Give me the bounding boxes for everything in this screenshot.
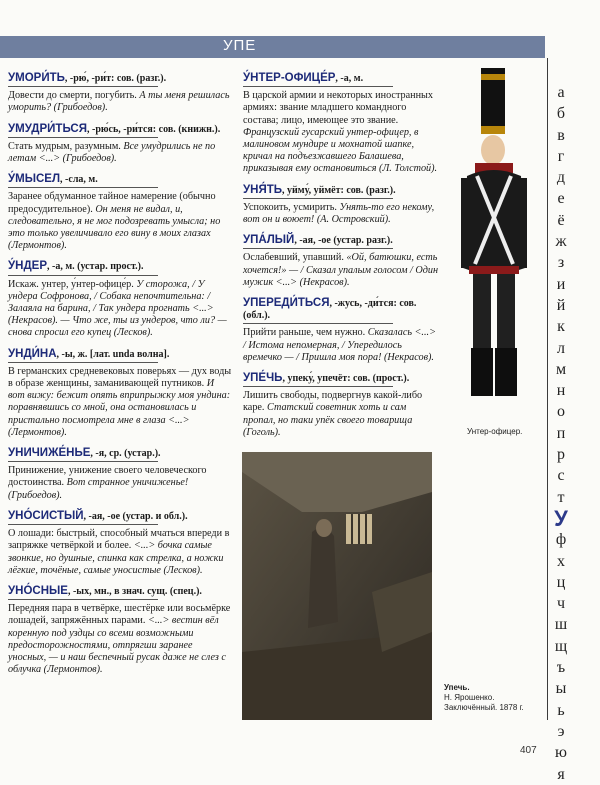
- alphabet-letter[interactable]: к: [557, 318, 565, 336]
- alphabet-letter[interactable]: т: [557, 488, 565, 506]
- entry-headword: УНИЧИЖЕ́НЬЕ: [8, 447, 91, 460]
- alphabet-letter[interactable]: х: [557, 552, 565, 570]
- entry-definition: Искаж. унтер, у́нтер-офице́р.: [8, 278, 134, 290]
- entry-definition: Ослабевший, упавший.: [243, 252, 344, 264]
- alphabet-letter[interactable]: щ: [554, 637, 568, 655]
- alphabet-letter[interactable]: п: [556, 424, 566, 442]
- page-number: 407: [520, 745, 537, 756]
- entry-example: У сторожа, / У ундера Софронова, / Собака непочтительна: / Залаяла на барина, / Так ундера прогнать <...> (Некрасов). — Что же, ты из ундеров, что ли? — снова спросил его купец (Лесков).: [8, 278, 227, 339]
- entry-headword: УМУДРИ́ТЬСЯ: [8, 122, 88, 135]
- entry-example: А ты меня решилась уморить? (Грибоедов).: [8, 90, 230, 114]
- entry-rule: [8, 362, 158, 363]
- alphabet-letter[interactable]: ш: [554, 616, 568, 634]
- entry-grammar: , -ы, ж. [лат. unda волна].: [56, 348, 170, 360]
- entry-definition: Лишить свободы, подвергнув какой-либо каре.: [243, 390, 423, 414]
- entry-rule: [8, 187, 158, 188]
- side-rule: [547, 58, 548, 720]
- dictionary-entry: [243, 72, 441, 176]
- dictionary-entry: [243, 184, 441, 227]
- unter-officer-illustration: [455, 68, 535, 418]
- entry-definition: Успокоить, усмирить.: [243, 201, 337, 213]
- header-bar: [0, 36, 545, 58]
- alphabet-letter[interactable]: ч: [556, 595, 566, 613]
- painting-caption-name: Заключённый. 1878 г.: [444, 703, 524, 712]
- entry-example: И вот вижу: бежит опять вприпрыжку моя ундина: поравнявшись со мной, она остановилась и пристально посмотрела мне в глаза <...> (Лермонтов).: [8, 378, 231, 438]
- alphabet-letter[interactable]: а: [557, 84, 565, 101]
- alphabet-letter[interactable]: е: [557, 190, 565, 208]
- alphabet-letter[interactable]: ж: [555, 233, 567, 251]
- entry-example: Сказалась <...> / Истома непомерная, / Упередилось времечко — / Пришла моя пора! (Некрасов).: [243, 327, 436, 363]
- entry-definition: О лошади: быстрый, способный мчаться впереди в запряжке четвёркой и более.: [8, 528, 230, 552]
- alphabet-letter[interactable]: р: [557, 446, 565, 464]
- alphabet-letter[interactable]: д: [556, 169, 566, 187]
- entry-rule: [243, 386, 393, 387]
- entry-grammar: , -рю́сь, -ри́тся: сов. (книжн.).: [87, 123, 221, 135]
- dictionary-entry: [8, 447, 232, 502]
- entry-example: Он меня не видал, и, следовательно, я не мог подозревать умысла; но это только увеличивало его вину в моих глазах (Лермонтов).: [8, 203, 221, 252]
- entry-grammar: , -сла, м.: [60, 174, 98, 186]
- entry-headword: У́МЫСЕЛ: [8, 173, 61, 186]
- entry-headword: УНДИ́НА: [8, 347, 57, 360]
- entry-example: Унять-то его некому, вот он и воюет! (А. Островский).: [243, 201, 435, 226]
- entry-grammar: , упеку́, упечёт: сов. (прост.).: [282, 373, 410, 385]
- entry-grammar: , -ая, -ое (устар. и обл.).: [83, 510, 188, 522]
- dictionary-entry: [8, 260, 232, 339]
- dictionary-entry: [8, 510, 232, 577]
- alphabet-letter[interactable]: ц: [556, 573, 566, 591]
- dictionary-entry: [243, 234, 441, 289]
- middle-column: [243, 72, 441, 447]
- entry-definition: В германских средневековых поверьях — дух воды в образе женщины, заманивающей путников.: [8, 365, 232, 390]
- alphabet-letter[interactable]: з: [557, 254, 565, 272]
- entry-rule: [243, 323, 393, 324]
- alphabet-letter[interactable]: У: [554, 505, 568, 531]
- running-head: УПЕ: [223, 37, 257, 54]
- entry-example: «Ой, батюшки, есть хочется!» — / Сказал упалым голосом / Один мужик <...> (Некрасов).: [243, 252, 439, 288]
- alphabet-letter[interactable]: ъ: [556, 659, 566, 677]
- entry-rule: [8, 86, 158, 87]
- entry-definition: Передняя пара в четвёрке, шестёрке или восьмёрке лошадей, запряжённых парами.: [8, 603, 231, 627]
- dictionary-entry: [8, 173, 232, 252]
- alphabet-index: [550, 82, 572, 785]
- alphabet-letter[interactable]: ы: [555, 680, 567, 698]
- alphabet-letter[interactable]: м: [555, 360, 567, 378]
- entry-headword: УПЕ́ЧЬ: [243, 372, 283, 385]
- entry-rule: [8, 137, 158, 138]
- soldier-caption: Унтер-офицер.: [467, 427, 523, 436]
- left-column: [8, 72, 232, 684]
- entry-definition: В царской армии и некоторых иностранных армиях: звание младшего командного состава; лицо, имеющее это звание.: [243, 90, 433, 126]
- alphabet-letter[interactable]: э: [557, 722, 565, 740]
- dictionary-entry: [8, 585, 232, 676]
- alphabet-letter[interactable]: ь: [557, 701, 565, 719]
- alphabet-letter[interactable]: ё: [557, 211, 565, 229]
- dictionary-entry: [243, 372, 441, 439]
- entry-headword: УНЯ́ТЬ: [243, 183, 283, 196]
- alphabet-letter[interactable]: в: [557, 126, 565, 144]
- alphabet-letter[interactable]: й: [556, 296, 566, 314]
- painting-caption-artist: Н. Ярошенко.: [444, 693, 495, 702]
- entry-example: Статский советник хоть и сам пропал, но таки упёк своего товарища (Гоголь).: [243, 402, 413, 438]
- entry-rule: [243, 198, 393, 199]
- entry-grammar: , -жусь, -ди́тся: сов. (обл.).: [243, 298, 417, 322]
- entry-headword: УНО́СИСТЫЙ: [8, 509, 84, 522]
- entry-rule: [8, 275, 158, 276]
- entry-grammar: , -ых, мн., в знач. сущ. (спец.).: [67, 585, 202, 597]
- entry-rule: [8, 461, 158, 462]
- prisoner-painting: [242, 452, 432, 720]
- entry-headword: УМОРИ́ТЬ: [8, 72, 65, 84]
- dictionary-entry: [243, 297, 441, 364]
- entry-example: <...> бочка самые звонкие, но душные, спинка как стрелка, а ножки лёгкие, точёные, самые уносистые (Лесков).: [8, 540, 224, 576]
- alphabet-letter[interactable]: н: [556, 382, 566, 400]
- dictionary-entry: [8, 348, 232, 439]
- entry-definition: Принижение, унижение своего человеческого достоинства.: [8, 465, 207, 489]
- entry-headword: УПА́ЛЫЙ: [243, 234, 295, 247]
- entry-grammar: , -а, м. (устар. прост.).: [47, 261, 144, 273]
- alphabet-letter[interactable]: б: [556, 105, 566, 123]
- entry-grammar: , -я, ср. (устар.).: [90, 448, 161, 460]
- painting-caption-title: Упечь.: [444, 683, 470, 692]
- alphabet-letter[interactable]: г: [557, 147, 565, 165]
- dictionary-entry: [8, 123, 232, 166]
- entry-rule: [243, 86, 393, 87]
- entry-rule: [8, 599, 158, 600]
- entry-example: Французский гусарский унтер-офицер, в малиновом мундире и мохнатой шапке, кричал на подъезжавшего Балашева, приказывая ему остановиться (Л. Толстой).: [243, 126, 438, 175]
- alphabet-letter[interactable]: я: [557, 765, 565, 783]
- entry-grammar: , -ая, -ое (устар. разг.).: [294, 235, 393, 247]
- alphabet-letter[interactable]: о: [557, 403, 565, 421]
- alphabet-letter[interactable]: л: [557, 339, 565, 357]
- entry-grammar: , -рю́, -ри́т: сов. (разг.).: [64, 73, 167, 84]
- entry-example: Все умудрились не по летам <...> (Грибоедов).: [8, 140, 216, 165]
- entry-headword: УНО́СНЫЕ: [8, 584, 68, 597]
- alphabet-letter[interactable]: ю: [555, 744, 567, 762]
- entry-example: Вот странное уничиженье! (Грибоедов).: [8, 477, 189, 501]
- dictionary-entry: [8, 72, 232, 115]
- entry-grammar: , уйму́, уймёт: сов. (разг.).: [282, 184, 396, 196]
- entry-example: <...> вестин вёл коренную под уздцы со всеми возможными предосторожностями, отпрягши заранее уносных, — и наш беспечный русак даже не слез с облучка (Лермонтов).: [8, 615, 226, 676]
- entry-definition: Прийти раньше, чем нужно.: [243, 327, 366, 339]
- entry-headword: УПЕРЕДИ́ТЬСЯ: [243, 297, 330, 310]
- entry-headword: У́НДЕР: [8, 260, 47, 273]
- entry-grammar: , -а, м.: [335, 73, 364, 84]
- entry-rule: [243, 248, 393, 249]
- alphabet-letter[interactable]: ф: [555, 531, 567, 549]
- entry-headword: У́НТЕР-ОФИЦЕ́Р: [243, 72, 336, 84]
- alphabet-letter[interactable]: и: [556, 275, 566, 293]
- alphabet-letter[interactable]: с: [557, 467, 565, 485]
- entry-definition: Стать мудрым, разумным.: [8, 140, 121, 152]
- entry-definition: Заранее обдуманное тайное намерение (обычно предосудительное).: [8, 191, 216, 215]
- painting-caption: [444, 683, 544, 713]
- entry-rule: [8, 524, 158, 525]
- entry-definition: Довести до смерти, погубить.: [8, 90, 137, 102]
